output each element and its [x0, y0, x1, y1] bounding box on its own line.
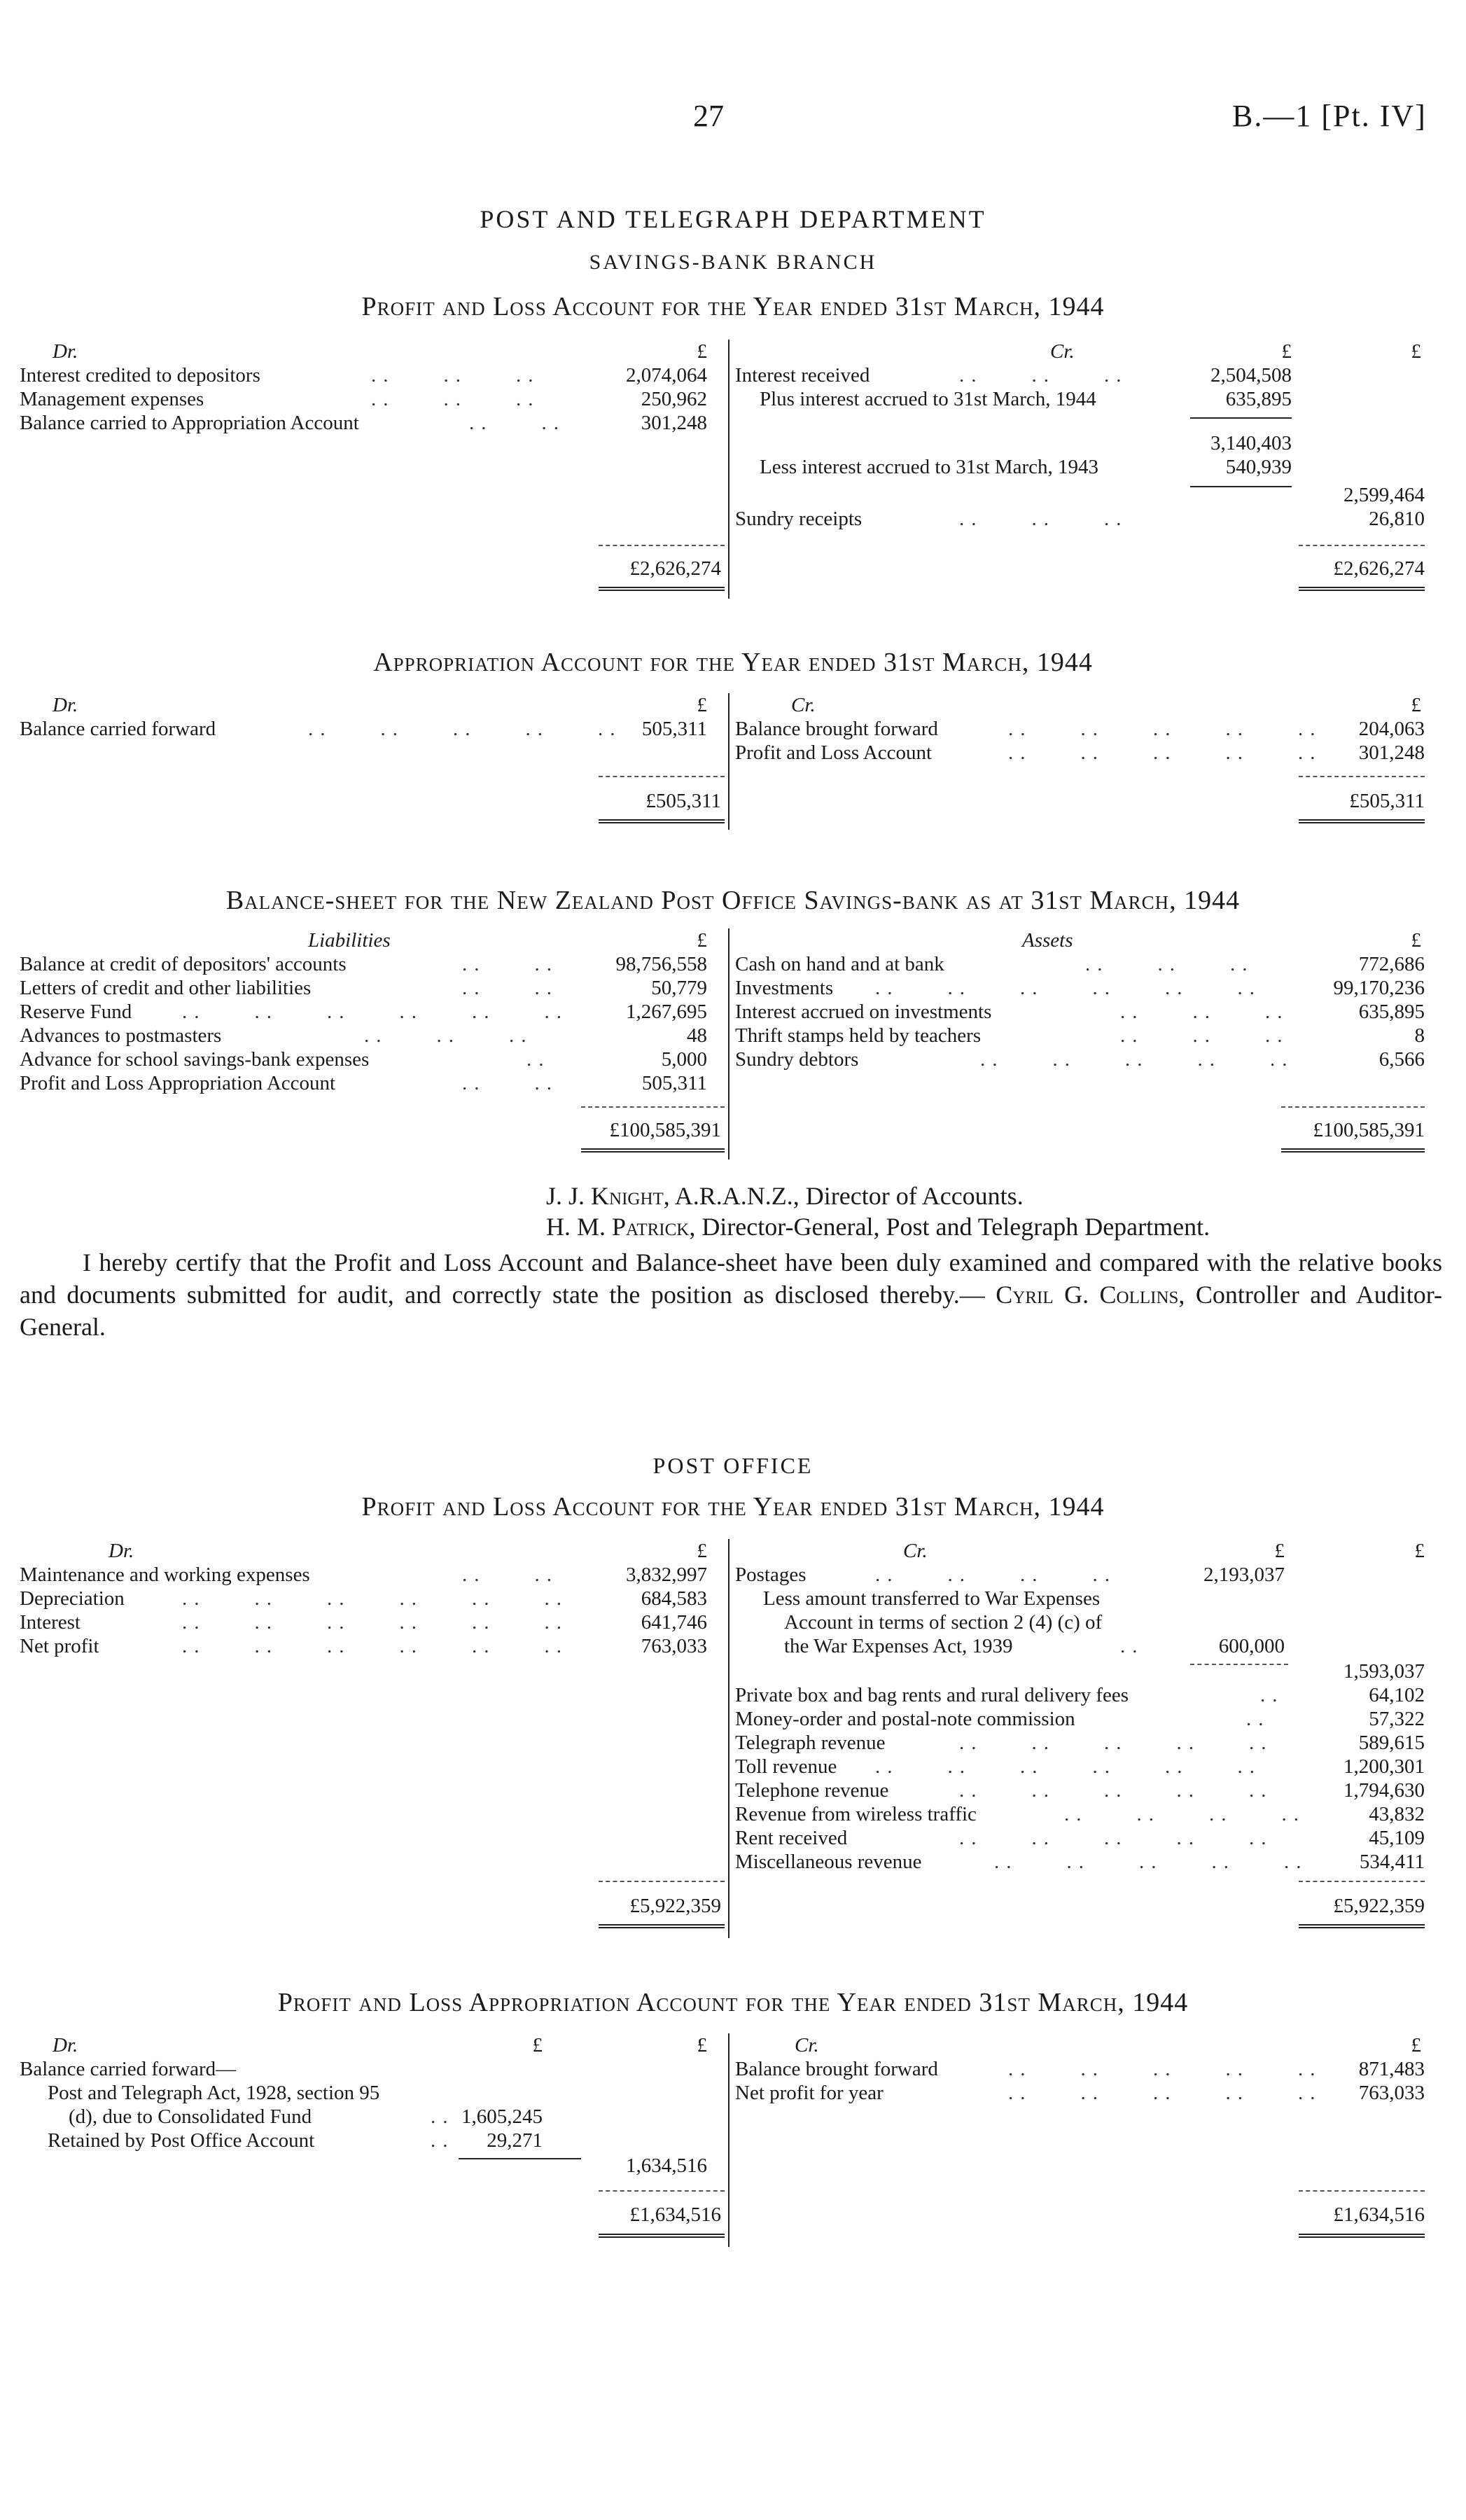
- cr-row-label: Toll revenue: [735, 1755, 837, 1778]
- leader-dots: .. .. ..: [1085, 953, 1255, 975]
- cr-row-label: Profit and Loss Account: [735, 742, 933, 764]
- liabilities-total: £100,585,391: [609, 1119, 721, 1141]
- currency-heading: £: [1414, 1540, 1425, 1562]
- total-rule: [599, 776, 725, 777]
- cr-net-value: 1,593,037: [1343, 1660, 1425, 1683]
- double-rule: [1299, 587, 1425, 591]
- cr-row-value: 2,504,508: [1210, 364, 1292, 387]
- signature-director-general: [546, 1211, 1210, 1242]
- double-rule: [599, 1924, 725, 1928]
- column-divider: [728, 693, 729, 830]
- liability-label: Letters of credit and other liabilities: [20, 977, 312, 999]
- total-rule: [1299, 776, 1425, 777]
- asset-value: 6,566: [1378, 1048, 1425, 1071]
- cr-row-value: 26,810: [1369, 508, 1425, 530]
- cr-row-label: Rent received: [735, 1827, 848, 1849]
- subtotal-rule: [1190, 486, 1292, 487]
- dr-row-label: Interest: [20, 1611, 81, 1634]
- signatory-title: Director-General, Post and Telegraph Department.: [695, 1213, 1210, 1241]
- cr-heading: Cr.: [791, 694, 816, 716]
- leader-dots: .. ..: [462, 953, 559, 975]
- dr-row-label: Maintenance and working expenses: [20, 1564, 310, 1586]
- cr-row-label: Sundry receipts: [735, 508, 863, 530]
- column-divider: [728, 928, 729, 1160]
- leader-dots: .. .. ..: [371, 388, 540, 410]
- column-divider: [728, 1539, 729, 1938]
- leader-dots: .. .. ..: [364, 1024, 533, 1047]
- document-reference: B.—1 [Pt. IV]: [1232, 99, 1427, 133]
- cr-total: £5,922,359: [1333, 1895, 1425, 1917]
- cr-row-label: Telephone revenue: [735, 1779, 889, 1802]
- dr-row-label: Balance carried forward—: [20, 2058, 237, 2080]
- cr-row-label: Net profit for year: [735, 2082, 884, 2104]
- asset-label: Investments: [735, 977, 834, 999]
- liability-value: 505,311: [641, 1072, 707, 1094]
- dr-row-value: 250,962: [641, 388, 707, 410]
- certificate-text: I hereby certify that the Profit and Loss Account and Balance-sheet have been duly examined and compared with the relative books and documents submitted for audit, and correctly state the position as disclosed thereby.—: [20, 1248, 1442, 1309]
- leader-dots: ..: [1246, 1708, 1271, 1730]
- cr-row-value: 57,322: [1369, 1708, 1425, 1730]
- cr-row-value: 45,109: [1369, 1827, 1425, 1849]
- balance-sheet-title: Balance-sheet for the New Zealand Post Office Savings-bank as at 31st March, 1944: [225, 886, 1241, 915]
- dr-row-value: 684,583: [641, 1587, 707, 1610]
- leader-dots: .. .. .. .. ..: [1008, 742, 1322, 764]
- leader-dots: .. .. .. .. ..: [994, 1851, 1308, 1873]
- dr-row-value: 641,746: [641, 1611, 707, 1634]
- liability-label: Profit and Loss Appropriation Account: [20, 1072, 336, 1094]
- liability-value: 50,779: [651, 977, 707, 999]
- liability-value: 1,267,695: [626, 1001, 707, 1023]
- asset-label: Cash on hand and at bank: [735, 953, 944, 975]
- currency-heading: £: [697, 1540, 707, 1562]
- cr-row-label: Interest received: [735, 364, 870, 387]
- leader-dots: .. .. .. .. ..: [1008, 2082, 1322, 2104]
- cr-heading: Cr.: [1050, 340, 1075, 363]
- leader-dots: .. .. ..: [959, 508, 1129, 530]
- currency-heading: £: [697, 929, 707, 952]
- signatory-title: A.R.A.N.Z., Director of Accounts.: [669, 1182, 1024, 1210]
- leader-dots: .. .. ..: [1120, 1024, 1290, 1047]
- dr-row-value: 763,033: [641, 1635, 707, 1657]
- leader-dots: ..: [526, 1048, 551, 1071]
- cr-row-label: Postages: [735, 1564, 807, 1586]
- cr-row-value: 540,939: [1225, 456, 1292, 478]
- leader-dots: .. ..: [469, 412, 566, 434]
- leader-dots: ..: [1260, 1684, 1285, 1706]
- cr-row-value: 2,193,037: [1203, 1564, 1285, 1586]
- cr-row-label: Balance brought forward: [735, 2058, 938, 2080]
- leader-dots: .. .. .. .. .. ..: [182, 1611, 568, 1634]
- currency-heading: £: [697, 694, 707, 716]
- total-rule: [581, 1106, 725, 1108]
- currency-heading: £: [1411, 929, 1421, 952]
- page-number: 27: [693, 99, 724, 133]
- cr-row-label: Plus interest accrued to 31st March, 1944: [760, 388, 1096, 410]
- leader-dots: .. .. .. .. ..: [308, 718, 622, 740]
- cr-total: £505,311: [1349, 790, 1425, 812]
- auditor-name: Cyril G. Collins,: [996, 1281, 1185, 1309]
- cr-row-label: Private box and bag rents and rural delivery fees: [735, 1684, 1129, 1706]
- cr-row-label: Money-order and postal-note commission: [735, 1708, 1075, 1730]
- savings-app-title: Appropriation Account for the Year ended 31st March, 1944: [373, 648, 1093, 677]
- department-title: POST AND TELEGRAPH DEPARTMENT: [480, 205, 986, 233]
- asset-label: Interest accrued on investments: [735, 1001, 992, 1023]
- branch-title: SAVINGS-BANK BRANCH: [589, 251, 877, 274]
- currency-heading: £: [1411, 694, 1421, 716]
- dr-row-label: Retained by Post Office Account: [48, 2129, 315, 2152]
- cr-row-value: 1,200,301: [1343, 1755, 1425, 1778]
- currency-heading: £: [1411, 2034, 1421, 2056]
- total-rule: [1299, 2190, 1425, 2192]
- total-rule: [599, 545, 725, 546]
- asset-value: 635,895: [1358, 1001, 1425, 1023]
- currency-heading: £: [1411, 340, 1421, 363]
- dr-row-label: Balance carried to Appropriation Account: [20, 412, 359, 434]
- liabilities-heading: Liabilities: [308, 929, 391, 952]
- dr-total: £505,311: [645, 790, 721, 812]
- leader-dots: .. .. .. .. ..: [959, 1732, 1273, 1754]
- dr-row-value: 3,832,997: [626, 1564, 707, 1586]
- total-rule: [1299, 545, 1425, 546]
- leader-dots: .. .. .. .. ..: [1008, 718, 1322, 740]
- leader-dots: .. ..: [462, 1564, 559, 1586]
- dr-row-value: 2,074,064: [626, 364, 707, 387]
- double-rule: [599, 819, 725, 823]
- dr-row-label: Management expenses: [20, 388, 204, 410]
- column-divider: [728, 340, 729, 599]
- double-rule: [1299, 819, 1425, 823]
- auditor-title: Controller and Auditor-General.: [20, 1281, 1443, 1341]
- double-rule: [1281, 1148, 1425, 1153]
- dr-row-value: 301,248: [641, 412, 707, 434]
- dr-row-label: Net profit: [20, 1635, 99, 1657]
- cr-row-label: the War Expenses Act, 1939: [784, 1635, 1013, 1657]
- leader-dots: .. .. ..: [959, 364, 1129, 387]
- dr-total: £1,634,516: [629, 2204, 721, 2226]
- subtotal-rule: [459, 2158, 581, 2159]
- currency-heading: £: [697, 2034, 707, 2056]
- leader-dots: .. .. .. .. ..: [980, 1048, 1294, 1071]
- cr-row-label: Less interest accrued to 31st March, 1943: [760, 456, 1098, 478]
- currency-heading: £: [697, 340, 707, 363]
- cr-row-label: Miscellaneous revenue: [735, 1851, 922, 1873]
- audit-certificate: [20, 1246, 1442, 1343]
- signatory-name: J. J. Knight,: [546, 1182, 670, 1210]
- leader-dots: .. .. .. ..: [875, 1564, 1117, 1586]
- total-rule: [1281, 1106, 1425, 1108]
- post-office-title: POST OFFICE: [652, 1453, 814, 1478]
- cr-row-value: 43,832: [1369, 1803, 1425, 1825]
- signatory-name: H. M. Patrick,: [546, 1213, 696, 1241]
- dr-row-value: 505,311: [641, 718, 707, 740]
- cr-net-value: 2,599,464: [1343, 484, 1425, 506]
- cr-row-label: Less amount transferred to War Expenses: [763, 1587, 1101, 1610]
- leader-dots: .. .. .. .. .. ..: [182, 1635, 568, 1657]
- currency-heading: £: [532, 2034, 543, 2056]
- asset-value: 772,686: [1358, 953, 1425, 975]
- dr-heading: Dr.: [53, 340, 78, 363]
- cr-total: £2,626,274: [1333, 557, 1425, 580]
- dr-row-label: Balance carried forward: [20, 718, 216, 740]
- leader-dots: .. .. .. ..: [1064, 1803, 1306, 1825]
- column-divider: [728, 2033, 729, 2247]
- cr-row-value: 204,063: [1358, 718, 1425, 740]
- signature-director-accounts: [546, 1181, 1024, 1211]
- cr-row-label: Balance brought forward: [735, 718, 938, 740]
- cr-heading: Cr.: [903, 1540, 928, 1562]
- total-rule: [1299, 1881, 1425, 1882]
- cr-row-label: Account in terms of section 2 (4) (c) of: [784, 1611, 1103, 1634]
- po-pl-title: Profit and Loss Account for the Year ended 31st March, 1944: [361, 1492, 1105, 1522]
- asset-label: Thrift stamps held by teachers: [735, 1024, 982, 1047]
- double-rule: [1299, 2234, 1425, 2238]
- cr-row-value: 534,411: [1359, 1851, 1425, 1873]
- dr-subtotal: 1,634,516: [626, 2154, 707, 2177]
- leader-dots: .. .. .. .. ..: [1008, 2058, 1322, 2080]
- cr-row-value: 301,248: [1358, 742, 1425, 764]
- leader-dots: ..: [431, 2105, 455, 2128]
- cr-row-value: 589,615: [1358, 1732, 1425, 1754]
- leader-dots: .. .. .. .. .. ..: [875, 1755, 1262, 1778]
- liability-value: 5,000: [661, 1048, 707, 1071]
- asset-label: Sundry debtors: [735, 1048, 859, 1071]
- dr-row-label: (d), due to Consolidated Fund: [69, 2105, 312, 2128]
- cr-total: £1,634,516: [1333, 2204, 1425, 2226]
- cr-row-value: 763,033: [1358, 2082, 1425, 2104]
- leader-dots: .. .. .. .. .. ..: [875, 977, 1262, 999]
- dr-row-value: 29,271: [487, 2129, 543, 2152]
- cr-row-label: Telegraph revenue: [735, 1732, 886, 1754]
- leader-dots: .. .. ..: [1120, 1001, 1290, 1023]
- dr-row-value: 1,605,245: [461, 2105, 543, 2128]
- double-rule: [1299, 1924, 1425, 1928]
- savings-pl-title: Profit and Loss Account for the Year ended 31st March, 1944: [361, 292, 1105, 321]
- total-rule: [599, 2190, 725, 2192]
- asset-value: 99,170,236: [1333, 977, 1425, 999]
- dr-heading: Dr.: [53, 2034, 78, 2056]
- leader-dots: .. .. .. .. .. ..: [182, 1587, 568, 1610]
- double-rule: [599, 587, 725, 591]
- dr-heading: Dr.: [53, 694, 78, 716]
- liability-label: Reserve Fund: [20, 1001, 132, 1023]
- cr-row-value: 1,794,630: [1343, 1779, 1425, 1802]
- total-rule: [599, 1881, 725, 1882]
- cr-row-value: 600,000: [1218, 1635, 1285, 1657]
- cr-row-value: 871,483: [1358, 2058, 1425, 2080]
- dr-total: £5,922,359: [629, 1895, 721, 1917]
- leader-dots: .. .. .. .. .. ..: [182, 1001, 568, 1023]
- double-rule: [599, 2234, 725, 2238]
- double-rule: [581, 1148, 725, 1153]
- leader-dots: .. .. .. .. ..: [959, 1779, 1273, 1802]
- cr-subtotal: 3,140,403: [1210, 432, 1292, 454]
- cr-row-value: 64,102: [1369, 1684, 1425, 1706]
- dr-row-label: Interest credited to depositors: [20, 364, 260, 387]
- leader-dots: .. ..: [462, 977, 559, 999]
- cr-heading: Cr.: [795, 2034, 819, 2056]
- liability-label: Advance for school savings-bank expenses: [20, 1048, 370, 1071]
- po-app-title: Profit and Loss Appropriation Account for the Year ended 31st March, 1944: [277, 1988, 1189, 2017]
- leader-dots: .. .. .. .. ..: [959, 1827, 1273, 1849]
- assets-total: £100,585,391: [1313, 1119, 1425, 1141]
- leader-dots: ..: [1120, 1635, 1145, 1657]
- assets-heading: Assets: [1022, 929, 1073, 952]
- leader-dots: ..: [431, 2129, 455, 2152]
- cr-row-value: 635,895: [1225, 388, 1292, 410]
- dr-heading: Dr.: [109, 1540, 134, 1562]
- dr-total: £2,626,274: [629, 557, 721, 580]
- asset-value: 8: [1414, 1024, 1425, 1047]
- leader-dots: .. .. ..: [371, 364, 540, 387]
- currency-heading: £: [1281, 340, 1292, 363]
- dr-row-label: Depreciation: [20, 1587, 125, 1610]
- currency-heading: £: [1274, 1540, 1285, 1562]
- liability-label: Advances to postmasters: [20, 1024, 222, 1047]
- liability-value: 98,756,558: [615, 953, 707, 975]
- dr-row-label: Post and Telegraph Act, 1928, section 95: [48, 2082, 380, 2104]
- cr-row-label: Revenue from wireless traffic: [735, 1803, 977, 1825]
- subtotal-rule: [1190, 417, 1292, 419]
- liability-label: Balance at credit of depositors' accounts: [20, 953, 347, 975]
- subtotal-rule: [1190, 1664, 1288, 1665]
- liability-value: 48: [687, 1024, 707, 1047]
- leader-dots: .. ..: [462, 1072, 559, 1094]
